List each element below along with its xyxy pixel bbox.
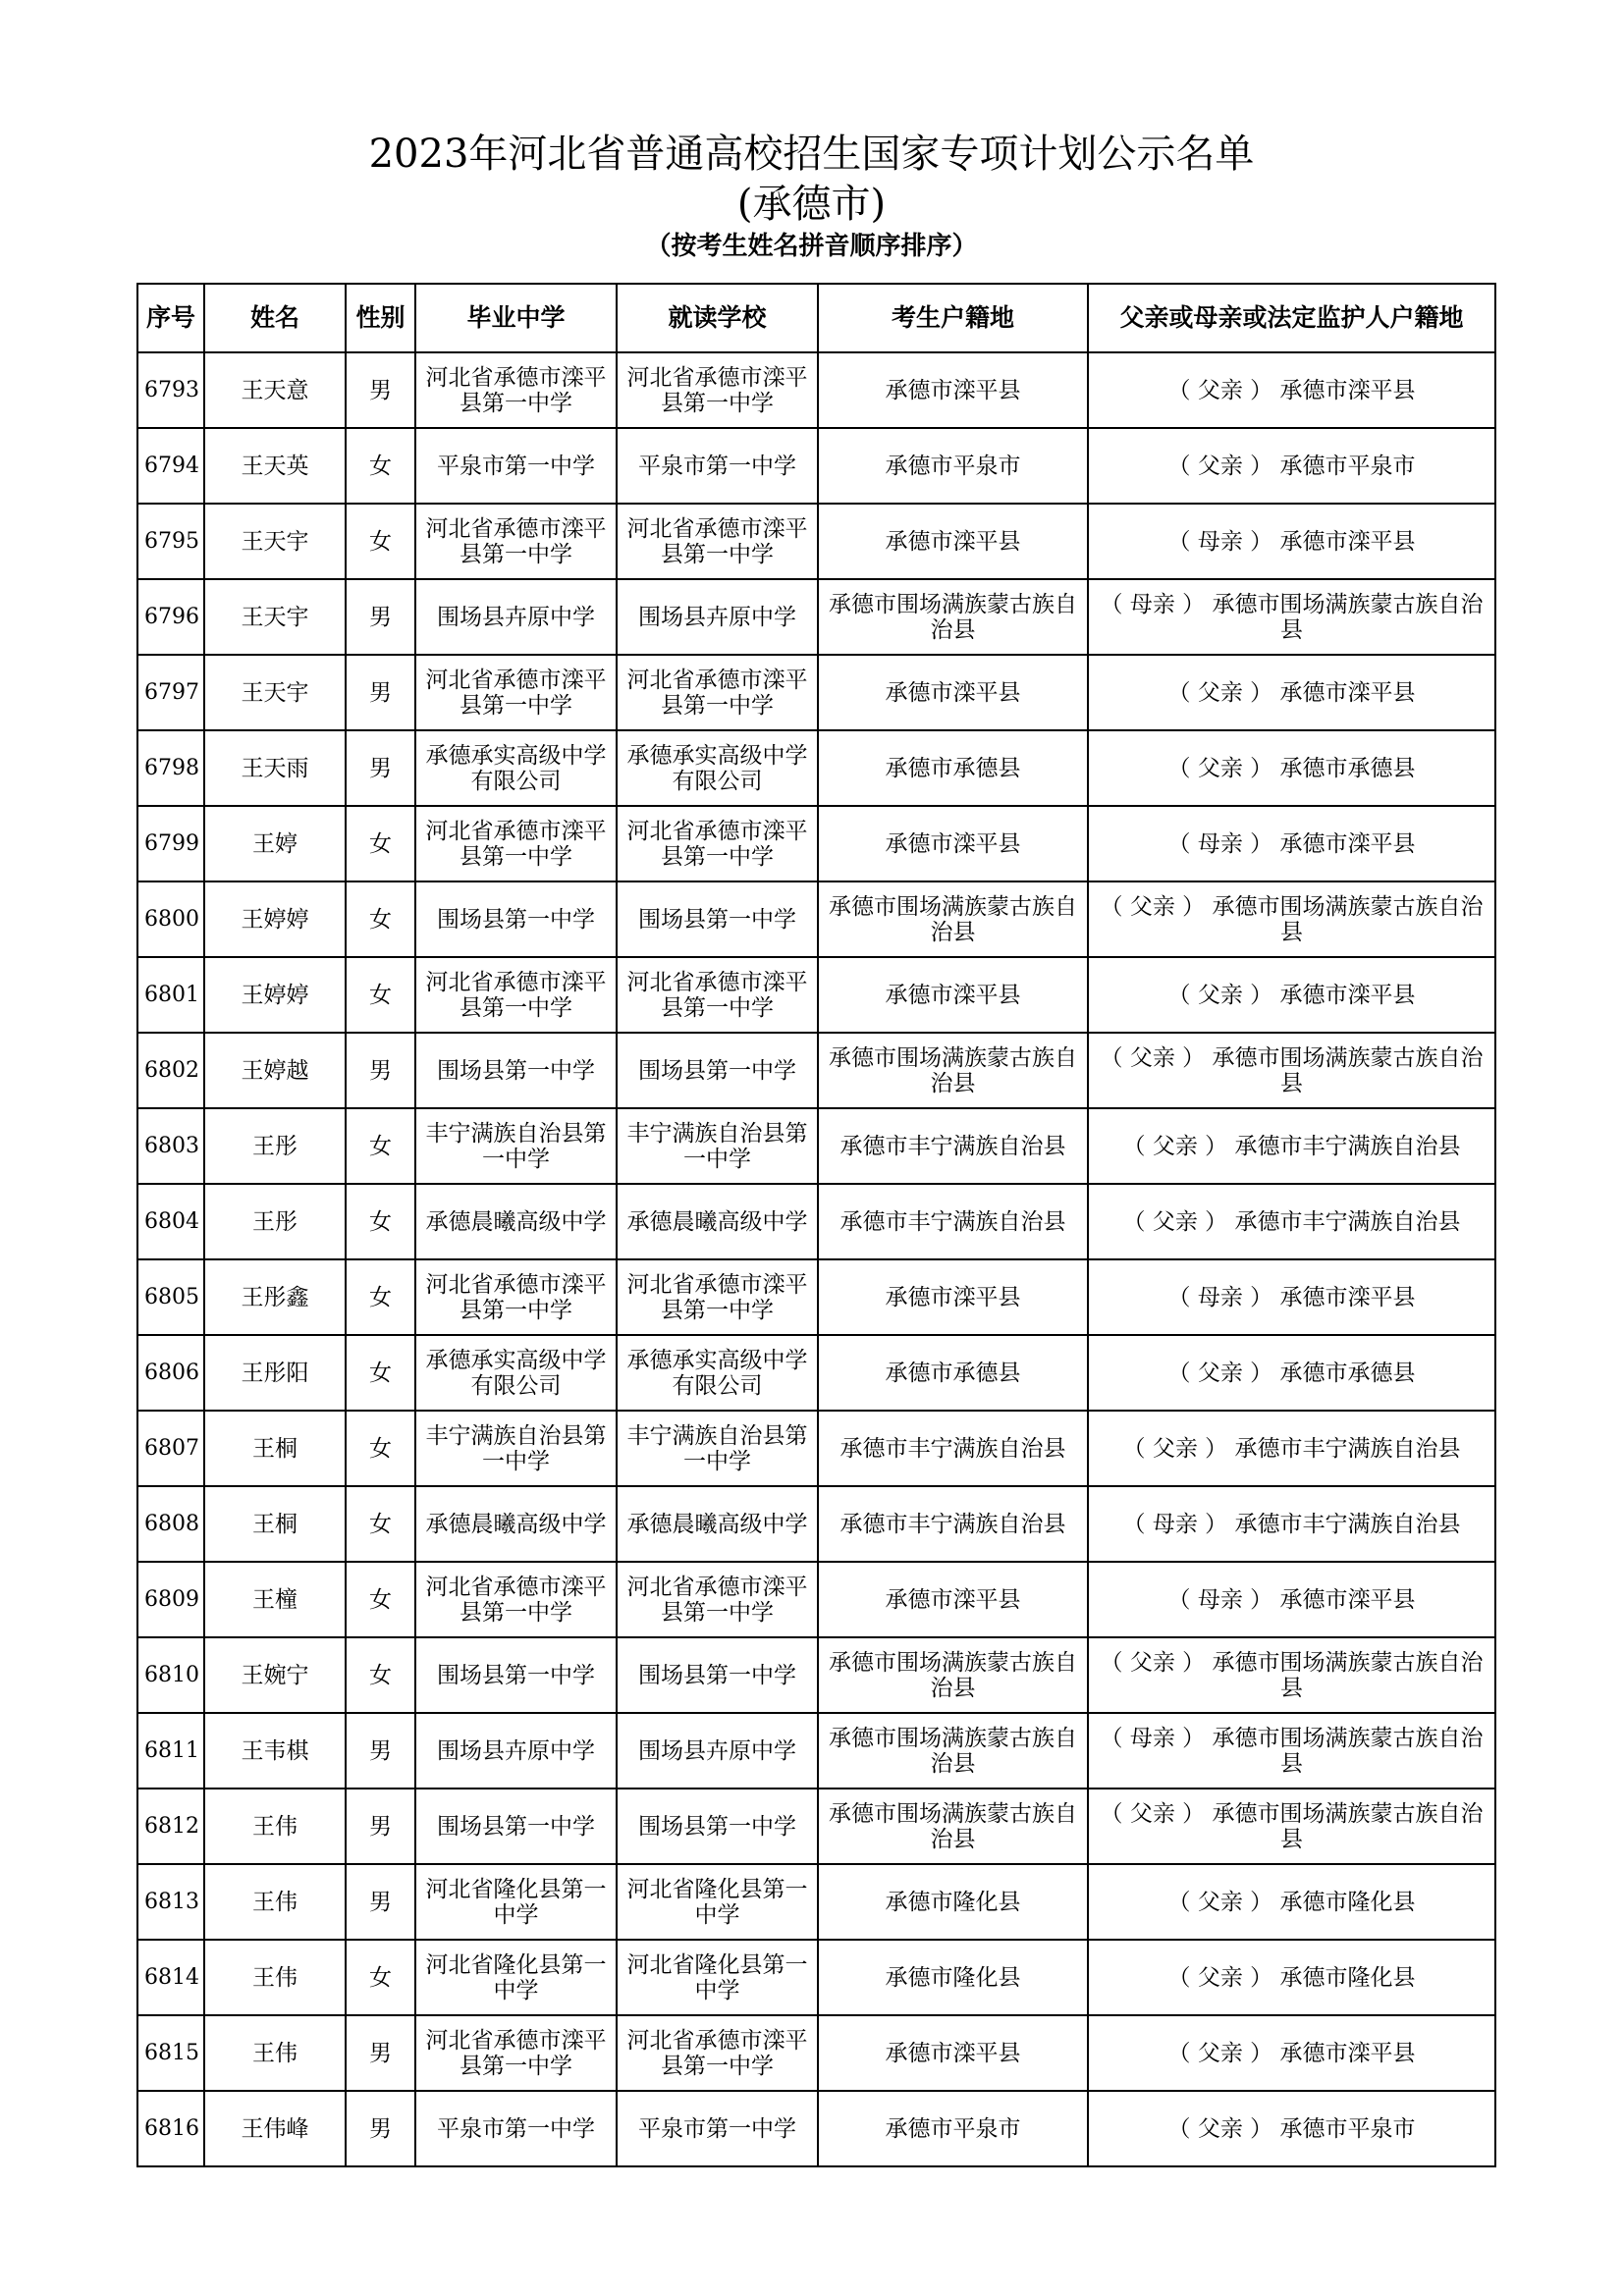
cell-current-school: 平泉市第一中学: [617, 2091, 818, 2166]
cell-grad-school: 河北省承德市滦平县第一中学: [415, 806, 617, 881]
table-row: [137, 1637, 1495, 1713]
cell-seq: 6804: [137, 1184, 204, 1259]
cell-name: 王伟: [204, 2015, 346, 2091]
cell-grad-school: 河北省隆化县第一中学: [415, 1940, 617, 2015]
cell-household: 承德市滦平县: [818, 1562, 1088, 1637]
cell-current-school: 河北省承德市滦平县第一中学: [617, 655, 818, 730]
cell-current-school: 承德承实高级中学有限公司: [617, 1335, 818, 1411]
cell-grad-school: 承德承实高级中学有限公司: [415, 1335, 617, 1411]
cell-seq: 6802: [137, 1033, 204, 1108]
cell-household: 承德市围场满族蒙古族自治县: [818, 881, 1088, 957]
cell-sex: 女: [346, 1335, 415, 1411]
cell-grad-school: 河北省承德市滦平县第一中学: [415, 1562, 617, 1637]
cell-grad-school: 丰宁满族自治县第一中学: [415, 1411, 617, 1486]
cell-household: 承德市围场满族蒙古族自治县: [818, 1789, 1088, 1864]
cell-seq: 6809: [137, 1562, 204, 1637]
cell-grad-school: 围场县卉原中学: [415, 579, 617, 655]
cell-household: 承德市围场满族蒙古族自治县: [818, 1637, 1088, 1713]
header-current-school: 就读学校: [617, 284, 818, 352]
header-household: 考生户籍地: [818, 284, 1088, 352]
cell-sex: 女: [346, 806, 415, 881]
cell-parent-household: （ 父亲 ） 承德市丰宁满族自治县: [1088, 1184, 1495, 1259]
cell-sex: 男: [346, 1713, 415, 1789]
cell-current-school: 丰宁满族自治县第一中学: [617, 1411, 818, 1486]
cell-seq: 6795: [137, 504, 204, 579]
table-row: [137, 1562, 1495, 1637]
cell-name: 王韦棋: [204, 1713, 346, 1789]
cell-household: 承德市滦平县: [818, 1259, 1088, 1335]
table-row: [137, 1864, 1495, 1940]
cell-seq: 6806: [137, 1335, 204, 1411]
cell-current-school: 围场县卉原中学: [617, 579, 818, 655]
cell-household: 承德市丰宁满族自治县: [818, 1411, 1088, 1486]
cell-grad-school: 围场县卉原中学: [415, 1713, 617, 1789]
cell-current-school: 河北省隆化县第一中学: [617, 1864, 818, 1940]
cell-household: 承德市滦平县: [818, 655, 1088, 730]
page-title: 2023年河北省普通高校招生国家专项计划公示名单: [368, 132, 1255, 177]
cell-parent-household: （ 母亲 ） 承德市围场满族蒙古族自治县: [1088, 579, 1495, 655]
cell-sex: 男: [346, 579, 415, 655]
sort-note: （按考生姓名拼音顺序排序）: [645, 232, 978, 261]
cell-parent-household: （ 母亲 ） 承德市丰宁满族自治县: [1088, 1486, 1495, 1562]
cell-current-school: 河北省承德市滦平县第一中学: [617, 504, 818, 579]
cell-parent-household: （ 父亲 ） 承德市围场满族蒙古族自治县: [1088, 1637, 1495, 1713]
table-body: [137, 352, 1495, 2166]
cell-seq: 6808: [137, 1486, 204, 1562]
cell-seq: 6815: [137, 2015, 204, 2091]
cell-parent-household: （ 父亲 ） 承德市平泉市: [1088, 428, 1495, 504]
cell-parent-household: （ 父亲 ） 承德市丰宁满族自治县: [1088, 1108, 1495, 1184]
cell-name: 王彤: [204, 1184, 346, 1259]
cell-seq: 6805: [137, 1259, 204, 1335]
cell-sex: 男: [346, 730, 415, 806]
cell-current-school: 河北省承德市滦平县第一中学: [617, 806, 818, 881]
cell-parent-household: （ 父亲 ） 承德市承德县: [1088, 730, 1495, 806]
table-row: [137, 957, 1495, 1033]
cell-grad-school: 河北省承德市滦平县第一中学: [415, 957, 617, 1033]
cell-name: 王天宇: [204, 655, 346, 730]
cell-parent-household: （ 父亲 ） 承德市隆化县: [1088, 1864, 1495, 1940]
cell-current-school: 河北省隆化县第一中学: [617, 1940, 818, 2015]
cell-sex: 女: [346, 504, 415, 579]
cell-sex: 男: [346, 1864, 415, 1940]
cell-name: 王婉宁: [204, 1637, 346, 1713]
cell-name: 王婷越: [204, 1033, 346, 1108]
page-subtitle: (承德市): [736, 182, 887, 227]
cell-current-school: 河北省承德市滦平县第一中学: [617, 1562, 818, 1637]
cell-household: 承德市隆化县: [818, 1940, 1088, 2015]
table-row: [137, 1486, 1495, 1562]
cell-parent-household: （ 父亲 ） 承德市围场满族蒙古族自治县: [1088, 881, 1495, 957]
cell-grad-school: 河北省承德市滦平县第一中学: [415, 655, 617, 730]
cell-household: 承德市滦平县: [818, 352, 1088, 428]
cell-seq: 6793: [137, 352, 204, 428]
cell-parent-household: （ 母亲 ） 承德市滦平县: [1088, 1562, 1495, 1637]
cell-grad-school: 承德承实高级中学有限公司: [415, 730, 617, 806]
table-row: [137, 1713, 1495, 1789]
table-row: [137, 2015, 1495, 2091]
cell-grad-school: 丰宁满族自治县第一中学: [415, 1108, 617, 1184]
cell-grad-school: 河北省承德市滦平县第一中学: [415, 2015, 617, 2091]
cell-grad-school: 河北省隆化县第一中学: [415, 1864, 617, 1940]
cell-sex: 女: [346, 1486, 415, 1562]
table-row: [137, 1259, 1495, 1335]
table-row: [137, 730, 1495, 806]
header-grad-school: 毕业中学: [415, 284, 617, 352]
cell-name: 王伟: [204, 1940, 346, 2015]
cell-sex: 女: [346, 428, 415, 504]
table-row: [137, 1411, 1495, 1486]
header-seq: 序号: [137, 284, 204, 352]
cell-name: 王伟: [204, 1789, 346, 1864]
cell-parent-household: （ 父亲 ） 承德市滦平县: [1088, 2015, 1495, 2091]
cell-name: 王彤阳: [204, 1335, 346, 1411]
cell-parent-household: （ 母亲 ） 承德市围场满族蒙古族自治县: [1088, 1713, 1495, 1789]
cell-name: 王桐: [204, 1411, 346, 1486]
cell-current-school: 承德晨曦高级中学: [617, 1184, 818, 1259]
cell-sex: 女: [346, 881, 415, 957]
cell-sex: 女: [346, 957, 415, 1033]
table-row: [137, 1789, 1495, 1864]
table-row: [137, 1108, 1495, 1184]
cell-parent-household: （ 父亲 ） 承德市承德县: [1088, 1335, 1495, 1411]
cell-grad-school: 河北省承德市滦平县第一中学: [415, 1259, 617, 1335]
cell-parent-household: （ 母亲 ） 承德市滦平县: [1088, 806, 1495, 881]
cell-current-school: 围场县第一中学: [617, 1789, 818, 1864]
cell-current-school: 承德承实高级中学有限公司: [617, 730, 818, 806]
cell-current-school: 河北省承德市滦平县第一中学: [617, 2015, 818, 2091]
cell-name: 王伟峰: [204, 2091, 346, 2166]
cell-sex: 男: [346, 1033, 415, 1108]
table-row: [137, 2091, 1495, 2166]
cell-household: 承德市围场满族蒙古族自治县: [818, 1033, 1088, 1108]
cell-name: 王天意: [204, 352, 346, 428]
table-row: [137, 1033, 1495, 1108]
cell-name: 王彤鑫: [204, 1259, 346, 1335]
cell-grad-school: 平泉市第一中学: [415, 2091, 617, 2166]
cell-current-school: 丰宁满族自治县第一中学: [617, 1108, 818, 1184]
cell-name: 王伟: [204, 1864, 346, 1940]
cell-seq: 6798: [137, 730, 204, 806]
cell-grad-school: 河北省承德市滦平县第一中学: [415, 352, 617, 428]
cell-current-school: 河北省承德市滦平县第一中学: [617, 1259, 818, 1335]
cell-sex: 女: [346, 1184, 415, 1259]
cell-current-school: 承德晨曦高级中学: [617, 1486, 818, 1562]
cell-grad-school: 围场县第一中学: [415, 1637, 617, 1713]
header-sex: 性别: [346, 284, 415, 352]
cell-seq: 6813: [137, 1864, 204, 1940]
cell-household: 承德市平泉市: [818, 2091, 1088, 2166]
table-row: [137, 1940, 1495, 2015]
cell-parent-household: （ 母亲 ） 承德市滦平县: [1088, 504, 1495, 579]
table-row: [137, 352, 1495, 428]
cell-sex: 男: [346, 352, 415, 428]
cell-seq: 6796: [137, 579, 204, 655]
cell-name: 王彤: [204, 1108, 346, 1184]
cell-name: 王婷婷: [204, 881, 346, 957]
cell-grad-school: 河北省承德市滦平县第一中学: [415, 504, 617, 579]
cell-name: 王婷婷: [204, 957, 346, 1033]
header-parent-household: 父亲或母亲或法定监护人户籍地: [1088, 284, 1495, 352]
cell-grad-school: 围场县第一中学: [415, 881, 617, 957]
cell-sex: 女: [346, 1108, 415, 1184]
cell-parent-household: （ 父亲 ） 承德市围场满族蒙古族自治县: [1088, 1789, 1495, 1864]
cell-household: 承德市滦平县: [818, 504, 1088, 579]
table-row: [137, 504, 1495, 579]
cell-grad-school: 承德晨曦高级中学: [415, 1184, 617, 1259]
cell-household: 承德市承德县: [818, 730, 1088, 806]
cell-sex: 男: [346, 2015, 415, 2091]
cell-name: 王天英: [204, 428, 346, 504]
cell-seq: 6807: [137, 1411, 204, 1486]
cell-seq: 6801: [137, 957, 204, 1033]
cell-seq: 6794: [137, 428, 204, 504]
cell-current-school: 围场县卉原中学: [617, 1713, 818, 1789]
cell-household: 承德市围场满族蒙古族自治县: [818, 1713, 1088, 1789]
cell-grad-school: 承德晨曦高级中学: [415, 1486, 617, 1562]
cell-seq: 6811: [137, 1713, 204, 1789]
cell-parent-household: （ 父亲 ） 承德市平泉市: [1088, 2091, 1495, 2166]
cell-sex: 女: [346, 1940, 415, 2015]
cell-seq: 6803: [137, 1108, 204, 1184]
cell-household: 承德市隆化县: [818, 1864, 1088, 1940]
cell-sex: 女: [346, 1411, 415, 1486]
cell-household: 承德市丰宁满族自治县: [818, 1108, 1088, 1184]
table-row: [137, 1184, 1495, 1259]
cell-seq: 6800: [137, 881, 204, 957]
cell-seq: 6797: [137, 655, 204, 730]
cell-household: 承德市滦平县: [818, 2015, 1088, 2091]
cell-parent-household: （ 父亲 ） 承德市隆化县: [1088, 1940, 1495, 2015]
cell-household: 承德市丰宁满族自治县: [818, 1184, 1088, 1259]
cell-name: 王婷: [204, 806, 346, 881]
cell-sex: 男: [346, 2091, 415, 2166]
cell-sex: 男: [346, 1789, 415, 1864]
cell-grad-school: 围场县第一中学: [415, 1033, 617, 1108]
cell-parent-household: （ 父亲 ） 承德市丰宁满族自治县: [1088, 1411, 1495, 1486]
cell-name: 王天雨: [204, 730, 346, 806]
table-row: [137, 428, 1495, 504]
cell-sex: 女: [346, 1637, 415, 1713]
cell-sex: 女: [346, 1259, 415, 1335]
cell-seq: 6799: [137, 806, 204, 881]
cell-parent-household: （ 父亲 ） 承德市滦平县: [1088, 655, 1495, 730]
cell-current-school: 河北省承德市滦平县第一中学: [617, 352, 818, 428]
cell-seq: 6814: [137, 1940, 204, 2015]
cell-current-school: 围场县第一中学: [617, 881, 818, 957]
cell-name: 王橦: [204, 1562, 346, 1637]
cell-name: 王天宇: [204, 579, 346, 655]
cell-sex: 女: [346, 1562, 415, 1637]
table-header-row: [137, 284, 1495, 352]
cell-name: 王天宇: [204, 504, 346, 579]
cell-seq: 6812: [137, 1789, 204, 1864]
cell-household: 承德市承德县: [818, 1335, 1088, 1411]
table-row: [137, 579, 1495, 655]
cell-household: 承德市滦平县: [818, 806, 1088, 881]
cell-seq: 6816: [137, 2091, 204, 2166]
cell-grad-school: 围场县第一中学: [415, 1789, 617, 1864]
table-row: [137, 1335, 1495, 1411]
table-row: [137, 655, 1495, 730]
cell-grad-school: 平泉市第一中学: [415, 428, 617, 504]
cell-current-school: 平泉市第一中学: [617, 428, 818, 504]
cell-seq: 6810: [137, 1637, 204, 1713]
cell-parent-household: （ 父亲 ） 承德市围场满族蒙古族自治县: [1088, 1033, 1495, 1108]
cell-current-school: 河北省承德市滦平县第一中学: [617, 957, 818, 1033]
cell-name: 王桐: [204, 1486, 346, 1562]
table-row: [137, 806, 1495, 881]
cell-parent-household: （ 父亲 ） 承德市滦平县: [1088, 352, 1495, 428]
cell-household: 承德市平泉市: [818, 428, 1088, 504]
cell-household: 承德市围场满族蒙古族自治县: [818, 579, 1088, 655]
cell-sex: 男: [346, 655, 415, 730]
cell-current-school: 围场县第一中学: [617, 1637, 818, 1713]
cell-parent-household: （ 母亲 ） 承德市滦平县: [1088, 1259, 1495, 1335]
header-name: 姓名: [204, 284, 346, 352]
cell-current-school: 围场县第一中学: [617, 1033, 818, 1108]
roster-table: [136, 283, 1496, 2167]
table-row: [137, 881, 1495, 957]
cell-household: 承德市滦平县: [818, 957, 1088, 1033]
cell-parent-household: （ 父亲 ） 承德市滦平县: [1088, 957, 1495, 1033]
cell-household: 承德市丰宁满族自治县: [818, 1486, 1088, 1562]
